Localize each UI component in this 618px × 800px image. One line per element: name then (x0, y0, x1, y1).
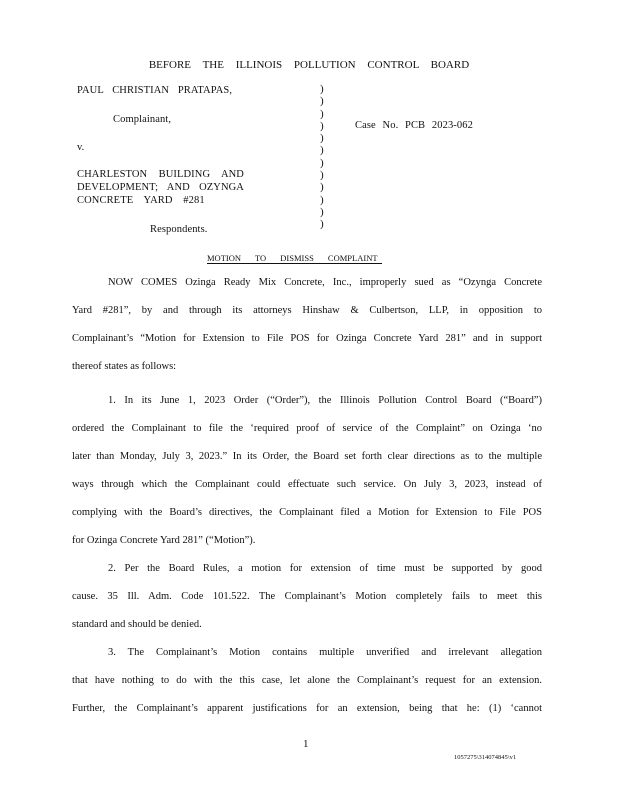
defendant-line: CONCRETE YARD #281 (77, 195, 205, 206)
body-line: Yard #281”, by and through its attorneys Hinshaw & Culbertson, LLP, in opposition to (72, 305, 542, 316)
body-line: cause. 35 Ill. Adm. Code 101.522. The Complainant’s Motion completely fails to meet this (72, 591, 542, 602)
body-line: thereof states as follows: (72, 361, 177, 372)
body-line: Further, the Complainant’s apparent justifications for an extension, being that he: (1) ‘cannot (72, 703, 542, 714)
versus: v. (77, 142, 85, 153)
page-number: 1 (303, 738, 309, 750)
caption-divider: ) ) ) ) ) ) ) ) ) ) ) ) (320, 83, 324, 231)
body-line: 2. Per the Board Rules, a motion for extension of time must be supported by good (108, 563, 542, 574)
motion-title: MOTION TO DISMISS COMPLAINT (207, 253, 382, 264)
body-line: complying with the Board’s directives, the Complainant filed a Motion for Extension to File POS (72, 507, 542, 518)
court-heading: BEFORE THE ILLINOIS POLLUTION CONTROL BOARD (148, 59, 470, 71)
body-line: 3. The Complainant’s Motion contains multiple unverified and irrelevant allegation (108, 647, 542, 658)
body-line: NOW COMES Ozinga Ready Mix Concrete, Inc., improperly sued as “Ozynga Concrete (108, 277, 542, 288)
document-id: 1057275\314074845\v1 (454, 754, 517, 761)
body-line: later than Monday, July 3, 2023.” In its Order, the Board set forth clear directions as to the multiple (72, 451, 542, 462)
defendant-line: CHARLESTON BUILDING AND (77, 169, 244, 180)
plaintiff-name: PAUL CHRISTIAN PRATAPAS, (77, 85, 233, 96)
body-line: that have nothing to do with the this case, let alone the Complainant’s request for an extension. (72, 675, 542, 686)
body-line: standard and should be denied. (72, 619, 202, 630)
case-number: Case No. PCB 2023-062 (355, 120, 473, 131)
defendant-line: DEVELOPMENT; AND OZYNGA (77, 182, 244, 193)
body-line: 1. In its June 1, 2023 Order (“Order”), the Illinois Pollution Control Board (“Board”) (108, 395, 542, 406)
body-line: for Ozinga Concrete Yard 281” (“Motion”). (72, 535, 256, 546)
body-line: ways through which the Complainant could effectuate such service. On July 3, 2023, instead of (72, 479, 542, 490)
body-line: Complainant’s “Motion for Extension to File POS for Ozinga Concrete Yard 281” and in support (72, 333, 542, 344)
body-line: ordered the Complainant to file the ‘required proof of service of the Complaint” on Ozinga ‘no (72, 423, 542, 434)
plaintiff-role: Complainant, (113, 114, 172, 125)
defendant-role: Respondents. (150, 224, 208, 235)
